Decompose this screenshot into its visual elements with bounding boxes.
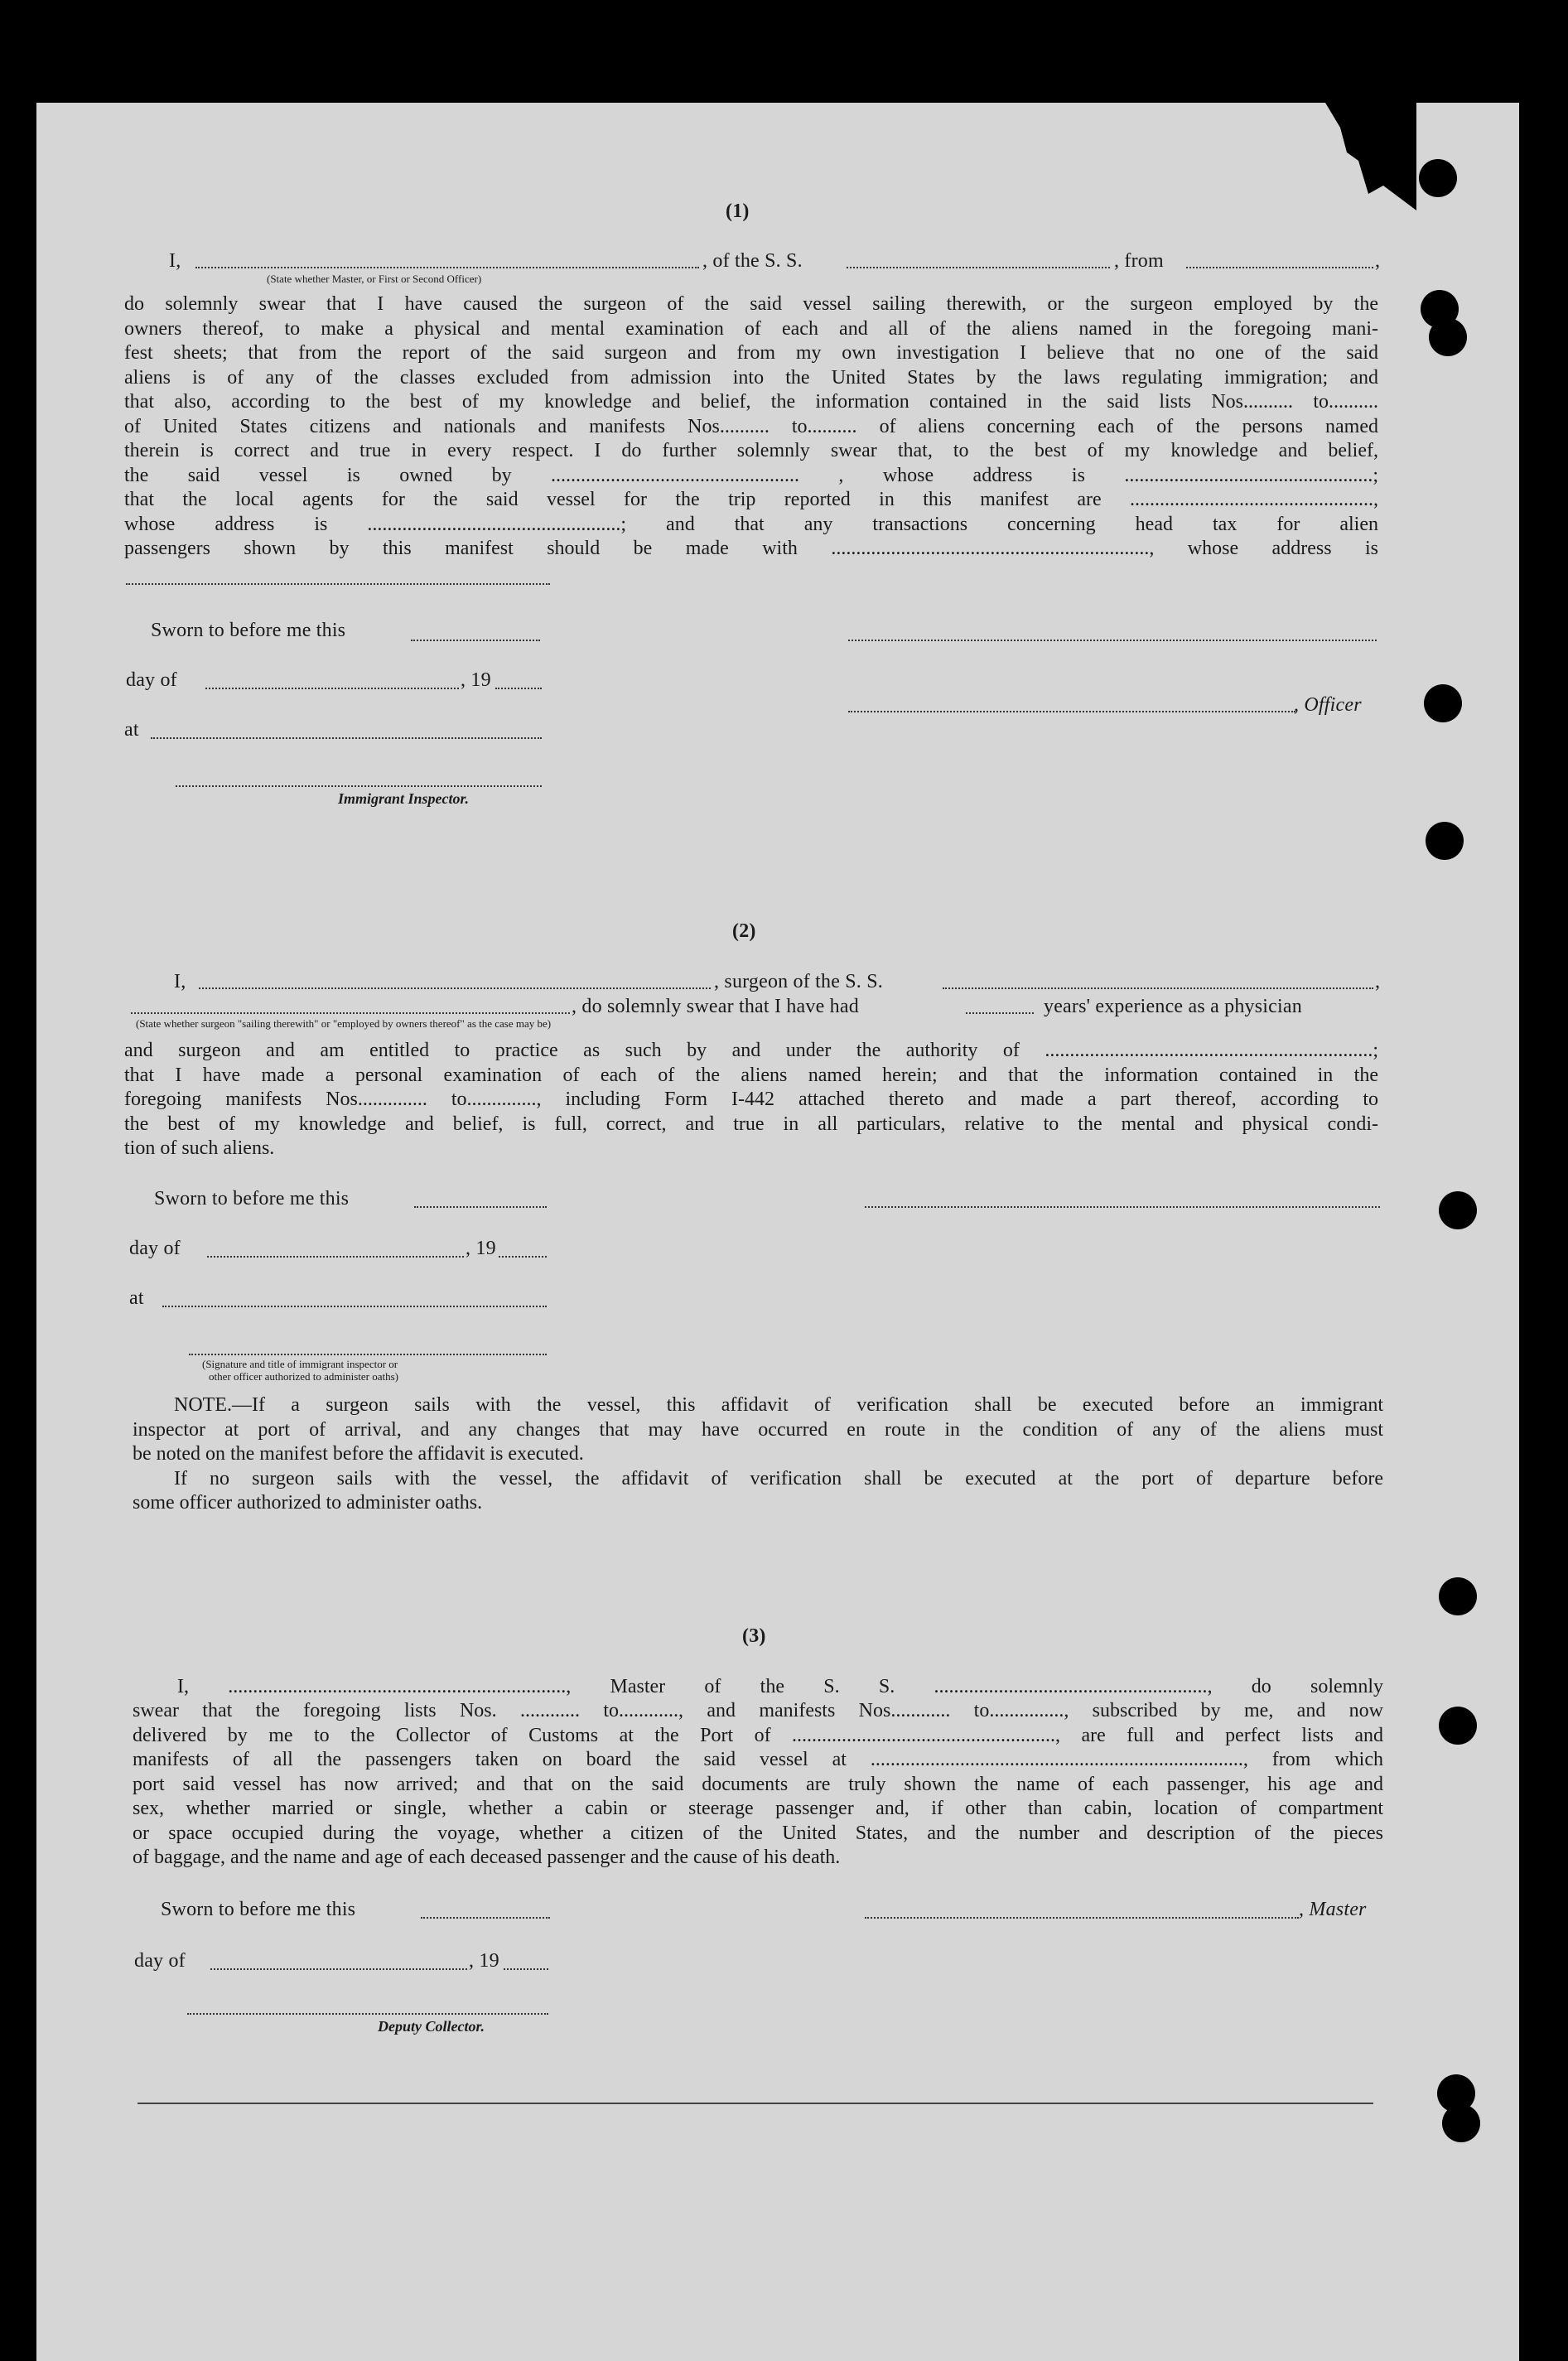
master-signature-field[interactable] (865, 1917, 1299, 1919)
section-1-ship-label: , of the S. S. (702, 250, 803, 272)
body-row: sex, whether married or single, whether a cabin or steerage passenger and, if other than cabin, location of compartment (133, 1798, 1383, 1819)
torn-corner (1292, 103, 1416, 210)
from-field[interactable] (1186, 267, 1373, 268)
punch-hole (1439, 1707, 1477, 1745)
officer-signature-field[interactable] (848, 711, 1295, 712)
signature-note-2: other officer authorized to administer oaths) (209, 1370, 398, 1383)
comma: , (1375, 250, 1381, 272)
day-of-label: day of (126, 669, 177, 691)
sworn-date-field[interactable] (411, 640, 540, 641)
section-1-heading: (1) (726, 200, 750, 222)
note-row: some officer authorized to administer oaths. (133, 1492, 483, 1514)
body-row: owners thereof, to make a physical and mental examination of each and all of the aliens named in the foregoing mani- (124, 317, 1378, 340)
punch-hole (1439, 1577, 1477, 1615)
day-of-label: day of (129, 1238, 181, 1259)
note-row: If no surgeon sails with the vessel, the affidavit of verification shall be executed at the port of departure before (174, 1467, 1383, 1490)
section-1-body (124, 292, 1378, 562)
body-row: whose address is ...................................................; and that any transactions concerning head tax for alien (124, 513, 1378, 535)
surgeon-status-field[interactable] (131, 1012, 570, 1014)
body-row: do solemnly swear that I have caused the surgeon of the said vessel sailing therewith, or the surgeon employed by the (124, 293, 1378, 315)
inspector-label: Immigrant Inspector. (338, 790, 470, 807)
note-row: inspector at port of arrival, and any changes that may have occurred en route in the condition of any of the aliens must (133, 1418, 1383, 1441)
master-label: , Master (1299, 1899, 1367, 1920)
comma: , (1375, 971, 1381, 992)
sworn-label: Sworn to before me this (151, 620, 346, 641)
punch-hole (1419, 159, 1457, 197)
swear-label: , do solemnly swear that I have had (572, 996, 859, 1017)
punch-hole (1426, 822, 1464, 860)
body-row: that I have made a personal examination of each of the aliens named herein; and that the information contained in the (124, 1064, 1378, 1086)
at-label: at (124, 719, 139, 741)
inspector-signature-field[interactable] (176, 785, 542, 787)
section-1-i: I, (169, 250, 181, 272)
punch-hole (1424, 684, 1462, 722)
bottom-rule (138, 2103, 1373, 2104)
address-continuation-field[interactable] (126, 583, 550, 585)
surgeon-label: , surgeon of the S. S. (714, 971, 883, 992)
body-row: that also, according to the best of my knowledge and belief, the information contained in the said lists Nos.......... to.......... (124, 391, 1378, 413)
day-of-field[interactable] (207, 1256, 464, 1258)
day-of-field[interactable] (210, 1968, 467, 1970)
section-2-i: I, (174, 971, 186, 992)
body-row: therein is correct and true in every respect. I do further solemnly swear that, to the best of my knowledge and belief, (124, 440, 1378, 461)
section-1-from-label: , from (1114, 250, 1164, 272)
officer-label: , Officer (1294, 694, 1362, 716)
body-row: of United States citizens and nationals and manifests Nos.......... to.......... of aliens concerning each of the persons named (124, 415, 1378, 437)
deputy-signature-field[interactable] (187, 2013, 548, 2015)
year-label: , 19 (461, 669, 491, 691)
deputy-label: Deputy Collector. (378, 2018, 485, 2035)
section-2-heading: (2) (732, 920, 756, 942)
officer-signature-top[interactable] (848, 640, 1377, 641)
note-row: be noted on the manifest before the affidavit is executed. (133, 1443, 584, 1465)
year-label: , 19 (466, 1238, 496, 1259)
body-row: foregoing manifests Nos.............. to.............., including Form I-442 attached thereto and made a part thereof, according to (124, 1089, 1378, 1110)
surgeon-signature-field[interactable] (865, 1206, 1380, 1208)
at-field[interactable] (162, 1306, 547, 1307)
year-field[interactable] (495, 688, 542, 689)
body-row: swear that the foregoing lists Nos. ............ to............, and manifests Nos............ to..............., subscribed by me, and now (133, 1700, 1383, 1721)
punch-hole (1442, 2104, 1480, 2142)
sworn-date-field[interactable] (421, 1917, 550, 1919)
year-field[interactable] (499, 1256, 547, 1258)
surgeon-name-field[interactable] (199, 987, 711, 989)
sworn-label: Sworn to before me this (154, 1188, 350, 1209)
body-row: delivered by me to the Collector of Customs at the Port of ....................................................., are full and perfect lists and (133, 1724, 1383, 1746)
years-label: years' experience as a physician (1044, 996, 1302, 1017)
day-of-label: day of (134, 1950, 186, 1972)
master-name-field[interactable] (195, 267, 699, 268)
year-label: , 19 (469, 1950, 499, 1972)
section-3-first-row (177, 1675, 1383, 1700)
body-row: the said vessel is owned by .................................................. , whose address is ..................................................; (124, 464, 1378, 486)
sworn-label: Sworn to before me this (161, 1899, 356, 1920)
surgeon-ship-field[interactable] (943, 987, 1373, 989)
at-label: at (129, 1287, 144, 1309)
body-row: port said vessel has now arrived; and that on the said documents are truly shown the name of each passenger, his age and (133, 1773, 1383, 1795)
body-row: aliens is of any of the classes excluded from admission into the United States by the laws regulating immigration; and (124, 366, 1378, 389)
section-3-heading: (3) (742, 1625, 766, 1647)
body-row: and surgeon and am entitled to practice as such by and under the authority of ..................................................................; (124, 1040, 1378, 1061)
body-row: manifests of all the passengers taken on board the said vessel at ..........................................................................., from which (133, 1749, 1383, 1770)
signature-note-1: (Signature and title of immigrant inspector or (202, 1358, 398, 1370)
body-row: I, ...................................................................., Master of the S. S. ......................................................., do solemnly (177, 1676, 1383, 1697)
note-block (133, 1393, 1383, 1516)
year-field[interactable] (504, 1968, 548, 1970)
note-row: NOTE.—If a surgeon sails with the vessel, this affidavit of verification shall be executed before an immigrant (174, 1394, 1383, 1416)
body-row: tion of such aliens. (124, 1137, 275, 1159)
body-row: or space occupied during the voyage, whether a citizen of the United States, and the number and description of the pieces (133, 1822, 1383, 1844)
section-3-body (133, 1699, 1383, 1871)
years-field[interactable] (966, 1012, 1034, 1014)
sworn-date-field[interactable] (414, 1206, 547, 1208)
at-field[interactable] (151, 737, 542, 739)
section-2-body (124, 1039, 1378, 1161)
day-of-field[interactable] (205, 688, 459, 689)
master-note: (State whether Master, or First or Second Officer) (267, 273, 482, 285)
body-row: fest sheets; that from the report of the said surgeon and from my own investigation I believe that no one of the said (124, 342, 1378, 364)
body-row: passengers shown by this manifest should be made with ................................................................, whose address is (124, 538, 1378, 559)
body-row: the best of my knowledge and belief, is full, correct, and true in all particulars, relative to the mental and physical condi- (124, 1113, 1378, 1135)
inspector-signature-field[interactable] (189, 1354, 547, 1355)
punch-hole (1429, 318, 1467, 356)
body-row: that the local agents for the said vessel for the trip reported in this manifest are ................................................., (124, 489, 1378, 510)
surgeon-note: (State whether surgeon "sailing therewith" or "employed by owners thereof" as the case may be) (136, 1017, 552, 1030)
punch-hole (1439, 1191, 1477, 1229)
ship-name-field[interactable] (847, 267, 1110, 268)
body-row: of baggage, and the name and age of each deceased passenger and the cause of his death. (133, 1847, 841, 1868)
